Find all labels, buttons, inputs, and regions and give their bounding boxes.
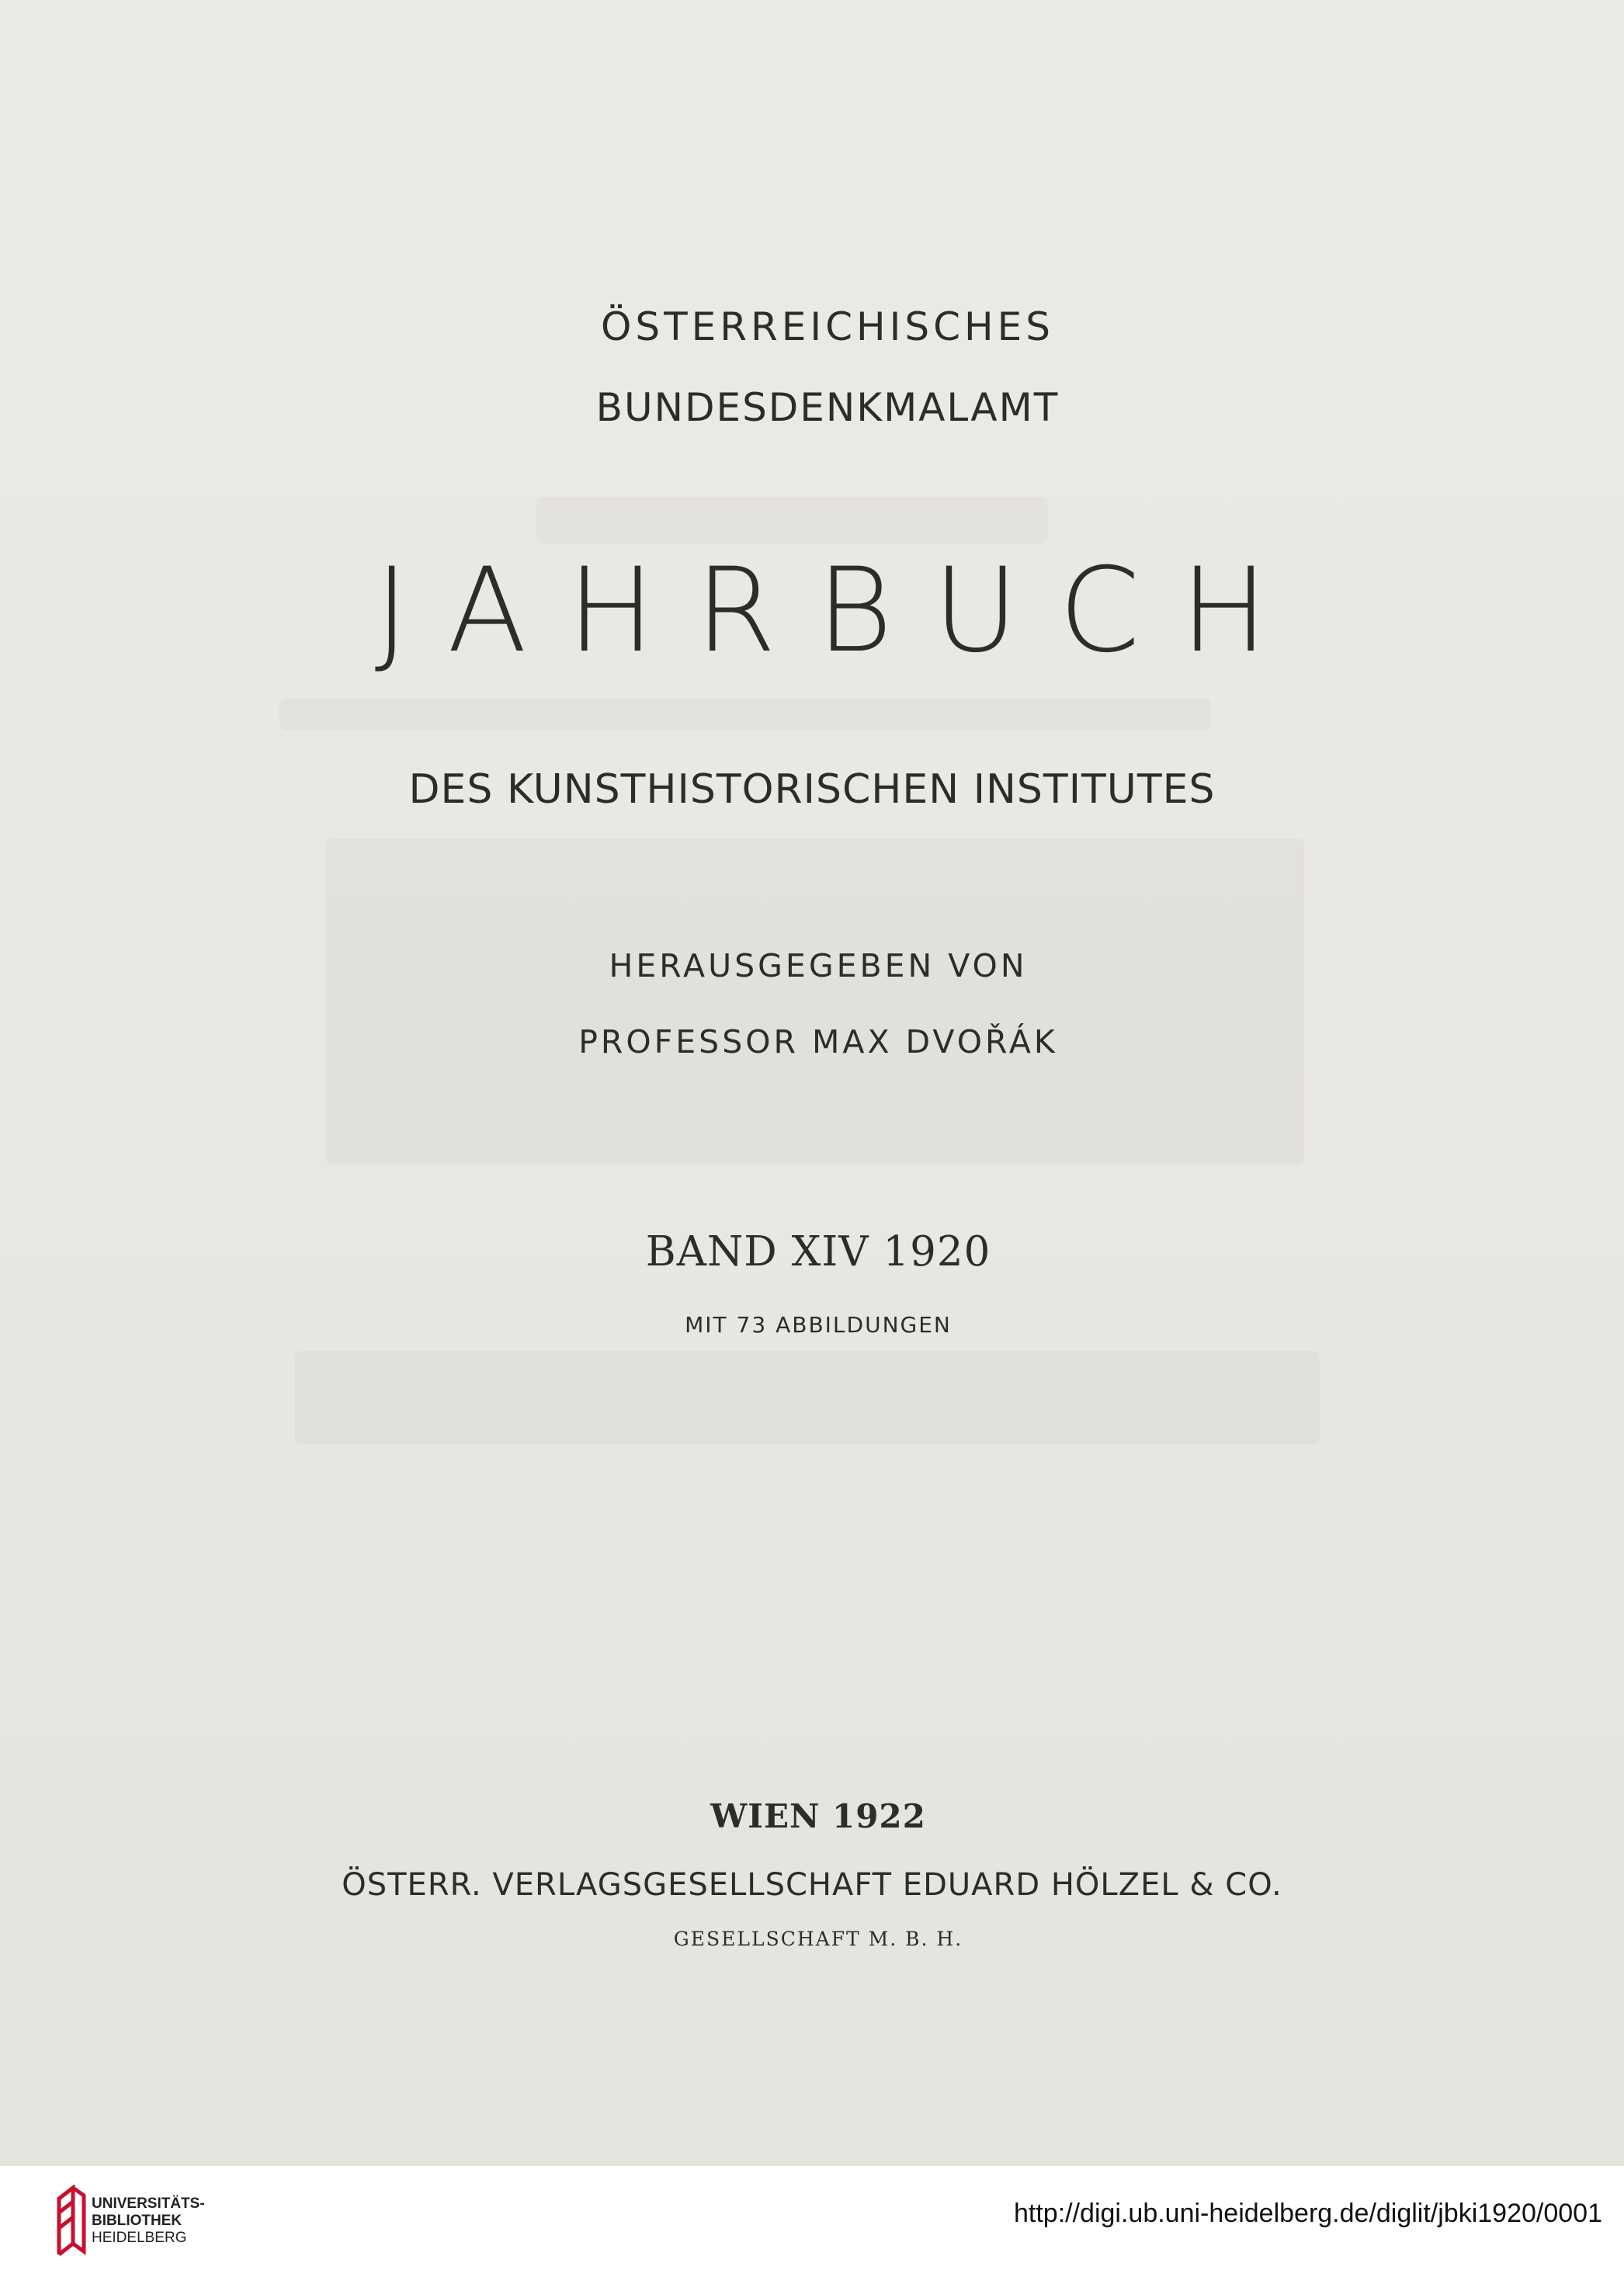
show-through-shadow [295,1351,1320,1444]
permalink-url[interactable]: http://digi.ub.uni-heidelberg.de/diglit/jbki1920/0001 [1014,2199,1602,2228]
publisher: ÖSTERR. VERLAGSGESELLSCHAFT EDUARD HÖLZEL & CO. [342,1867,1282,1903]
library-logo-icon [56,2185,87,2256]
editor-label: HERAUSGEGEBEN VON [609,947,1028,984]
volume-year: BAND XIV 1920 [645,1228,991,1276]
institution-line-2: BUNDESDENKMALAMT [595,385,1060,430]
digitization-footer [0,2166,1624,2284]
library-name [92,2195,205,2247]
editor-name: PROFESSOR MAX DVOŘÁK [578,1023,1058,1060]
library-name-line-3: HEIDELBERG [92,2230,187,2246]
place-year: WIEN 1922 [710,1797,926,1835]
library-name-line-2: BIBLIOTHEK [92,2213,182,2229]
show-through-shadow [536,497,1048,543]
library-name-line-1: UNIVERSITÄTS- [92,2195,205,2212]
show-through-shadow [326,838,1304,1165]
show-through-shadow [279,699,1211,730]
book-subtitle: DES KUNSTHISTORISCHEN INSTITUTES [408,766,1216,813]
institution-line-1: ÖSTERREICHISCHES [601,304,1054,349]
book-title: JAHRBUCH [374,543,1309,679]
publisher-note: GESELLSCHAFT M. B. H. [673,1928,963,1950]
illustrations-count: MIT 73 ABBILDUNGEN [685,1312,952,1338]
